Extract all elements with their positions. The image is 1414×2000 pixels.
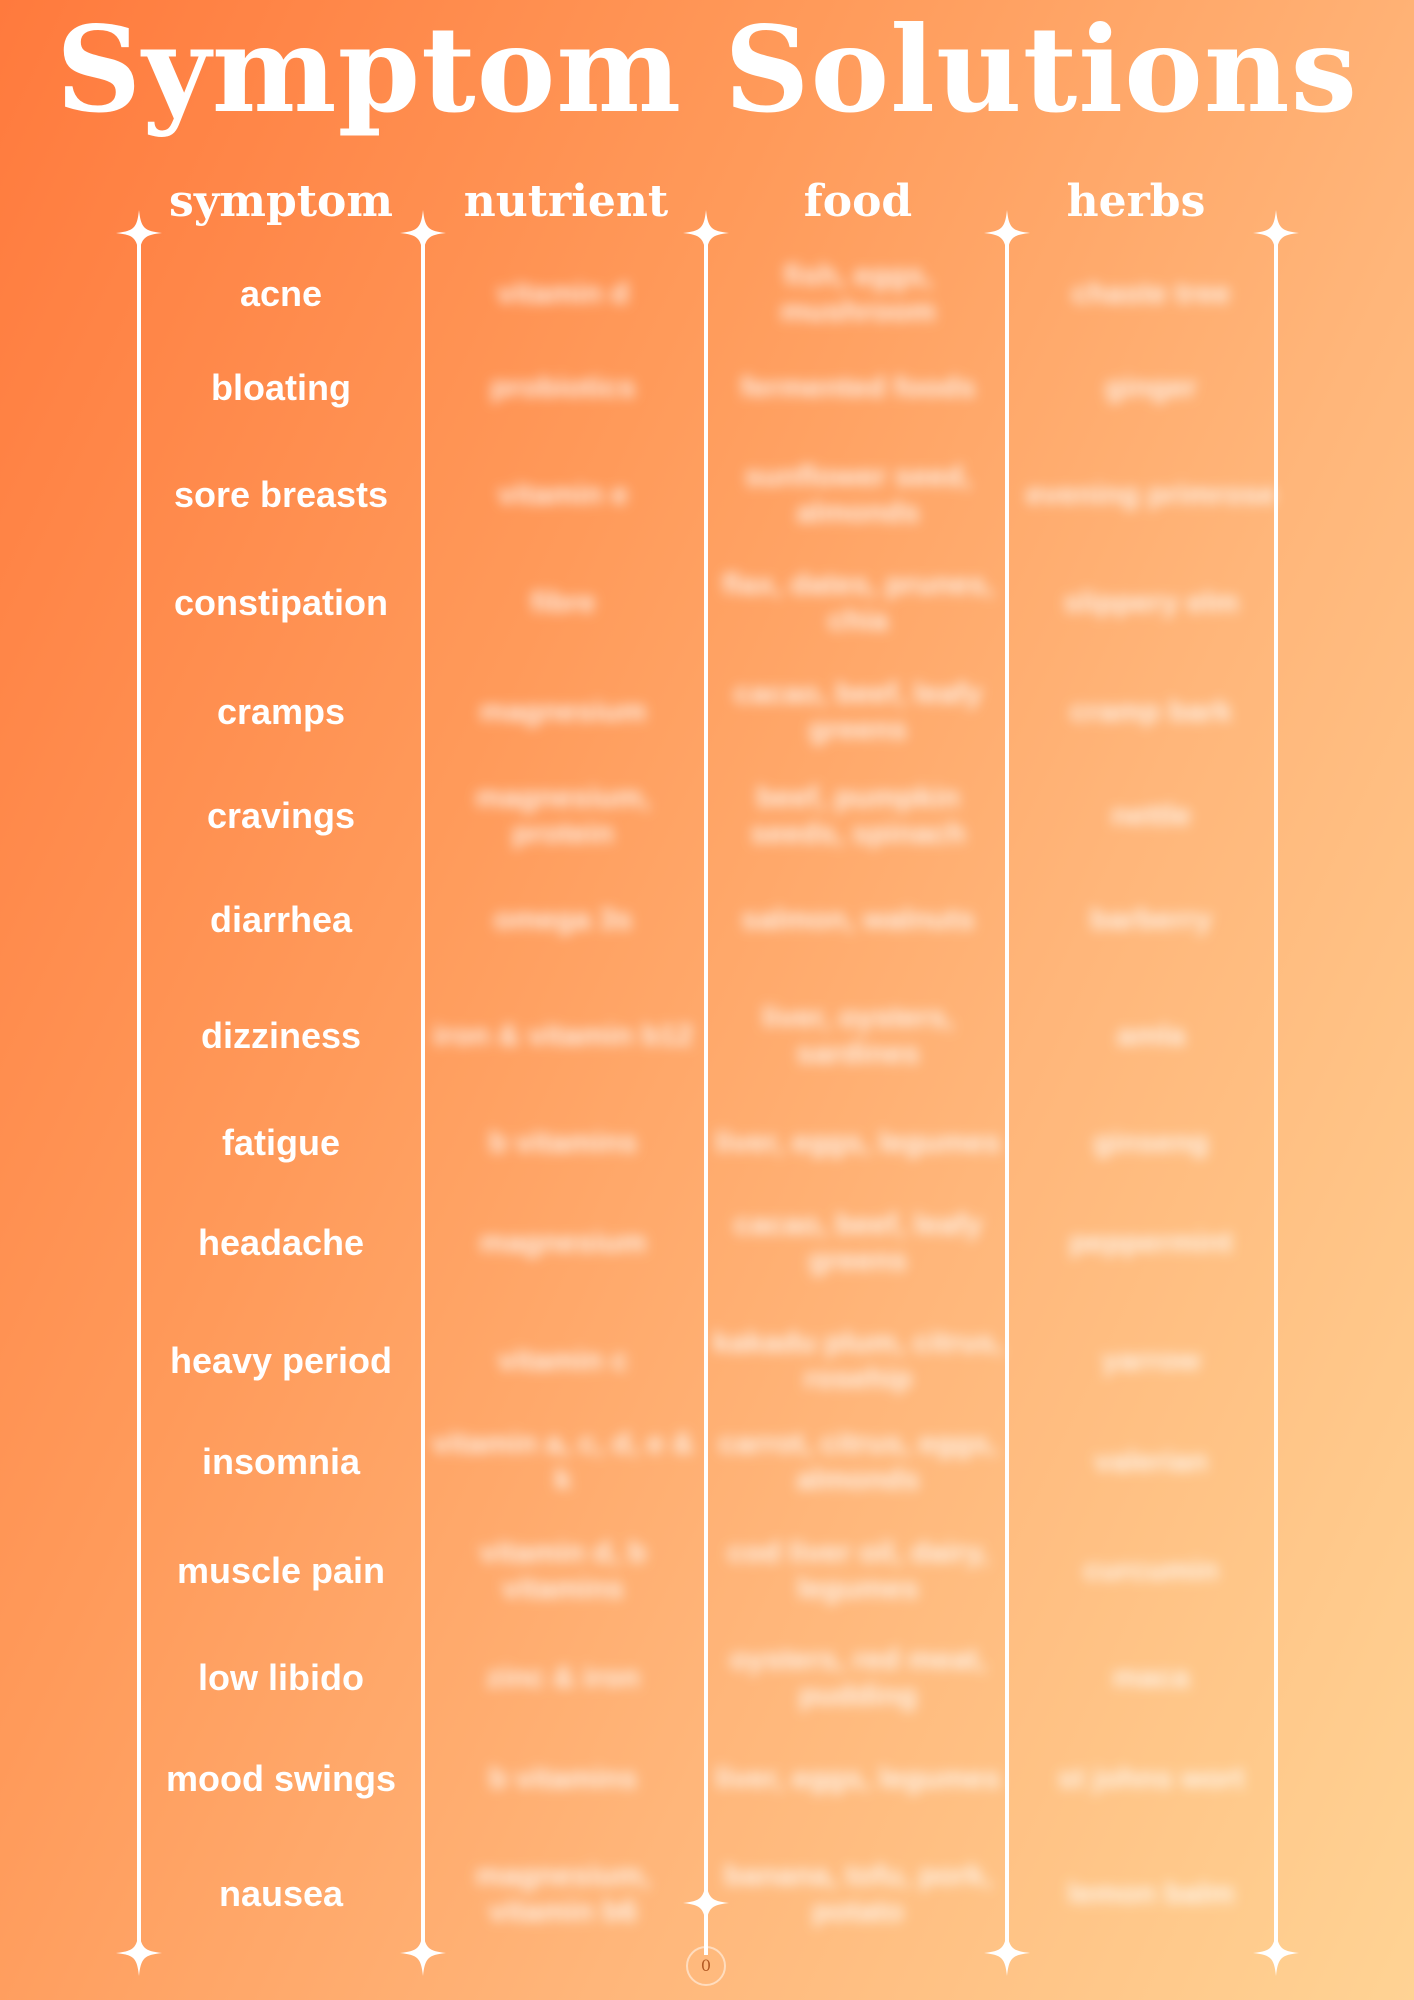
symptom-cell: cravings: [206, 795, 356, 836]
herbs-cell: chaste tree: [1071, 277, 1231, 310]
food-cell: liver, eggs, legumes: [715, 1126, 1001, 1159]
herbs-cell: nettle: [1110, 799, 1191, 832]
nutrient-cell: vitamin a, c, d, e & k: [432, 1427, 694, 1496]
food-cell: fermented foods: [740, 371, 976, 404]
sparkle-icon: [984, 1930, 1030, 1976]
sparkle-icon: [1253, 210, 1299, 256]
nutrient-cell: vitamin e: [497, 478, 629, 511]
herbs-cell: maca: [1112, 1661, 1190, 1694]
column-divider: [704, 235, 708, 1955]
food-cell: carrot, citrus, eggs, almonds: [718, 1427, 998, 1496]
sparkle-icon: [1253, 1930, 1299, 1976]
symptom-cell: heavy period: [169, 1340, 393, 1381]
food-cell: beef, pumpkin seeds, spinach: [750, 781, 966, 850]
food-cell: fish, eggs, mushroom: [780, 259, 936, 328]
nutrient-cell: vitamin d: [497, 277, 629, 310]
column-divider: [137, 235, 141, 1955]
herbs-cell: yarrow: [1101, 1344, 1201, 1377]
nutrient-cell: iron & vitamin b12: [432, 1019, 694, 1052]
header-nutrient: nutrient: [463, 176, 669, 227]
symptom-cell: diarrhea: [209, 899, 353, 940]
nutrient-cell: fibre: [530, 586, 596, 619]
sparkle-icon: [116, 1930, 162, 1976]
nutrient-cell: omega 3s: [493, 903, 633, 936]
nutrient-cell: magnesium, vitamin b6: [475, 1859, 651, 1928]
symptom-cell: acne: [239, 273, 323, 314]
food-cell: sunflower seed, almonds: [744, 460, 972, 529]
symptom-cell: dizziness: [200, 1015, 362, 1056]
header-herbs: herbs: [1066, 176, 1206, 227]
food-cell: cod liver oil, dairy, legumes: [727, 1536, 989, 1605]
symptom-cell: nausea: [218, 1873, 344, 1914]
food-cell: liver, oysters, sardines: [762, 1001, 954, 1070]
page-title: Symptom Solutions: [55, 0, 1359, 139]
nutrient-cell: b vitamins: [488, 1126, 638, 1159]
sparkle-icon: [683, 210, 729, 256]
nutrient-cell: magnesium: [479, 695, 647, 728]
nutrient-cell: probiotics: [490, 371, 636, 404]
symptom-cell: constipation: [174, 582, 388, 623]
sparkle-icon: [400, 210, 446, 256]
food-cell: flax, dates, prunes, chia: [722, 568, 994, 637]
herbs-cell: lemon balm: [1067, 1877, 1235, 1910]
sparkle-icon: [400, 1930, 446, 1976]
food-cell: cacao, beef, leafy greens: [733, 677, 983, 746]
sparkle-icon: [116, 210, 162, 256]
food-cell: cacao, beef, leafy greens: [733, 1208, 983, 1277]
food-cell: liver, eggs, legumes: [715, 1762, 1001, 1795]
nutrient-cell: vitamin c: [497, 1344, 629, 1377]
page-number: 0: [686, 1946, 726, 1986]
symptom-cell: sore breasts: [173, 474, 389, 515]
header-symptom: symptom: [169, 176, 393, 227]
food-cell: oysters, red meat, pudding: [729, 1643, 987, 1712]
herbs-cell: slippery elm: [1063, 586, 1239, 619]
symptom-cell: cramps: [216, 691, 346, 732]
herbs-cell: curcumin: [1083, 1554, 1219, 1587]
herbs-cell: evening primrose: [1025, 478, 1277, 511]
herbs-cell: amla: [1116, 1019, 1186, 1052]
herbs-cell: valerian: [1094, 1445, 1208, 1478]
symptom-cell: low libido: [198, 1657, 364, 1698]
sparkle-icon: [984, 210, 1030, 256]
herbs-cell: st johns wort: [1057, 1762, 1245, 1795]
column-divider: [421, 235, 425, 1955]
nutrient-cell: vitamin d, b vitamins: [479, 1536, 647, 1605]
herbs-cell: peppermint: [1069, 1226, 1233, 1259]
nutrient-cell: magnesium, protein: [475, 781, 651, 850]
food-cell: salmon, walnuts: [741, 903, 975, 936]
symptom-cell: headache: [197, 1222, 365, 1263]
food-cell: kakadu plum, citrus, rosehip: [712, 1326, 1004, 1395]
herbs-cell: ginger: [1105, 371, 1197, 404]
nutrient-cell: zinc & iron: [486, 1661, 640, 1694]
nutrient-cell: magnesium: [479, 1226, 647, 1259]
herbs-cell: cramp bark: [1070, 695, 1232, 728]
symptom-cell: muscle pain: [176, 1550, 386, 1591]
symptom-cell: mood swings: [165, 1758, 396, 1799]
food-cell: banana, tofu, pork, potato: [723, 1859, 993, 1928]
symptom-cell: insomnia: [201, 1441, 361, 1482]
symptom-cell: fatigue: [221, 1122, 340, 1163]
symptom-cell: bloating: [211, 367, 351, 408]
nutrient-cell: b vitamins: [488, 1762, 638, 1795]
herbs-cell: barberry: [1090, 903, 1212, 936]
header-food: food: [803, 176, 913, 227]
herbs-cell: ginseng: [1093, 1126, 1209, 1159]
